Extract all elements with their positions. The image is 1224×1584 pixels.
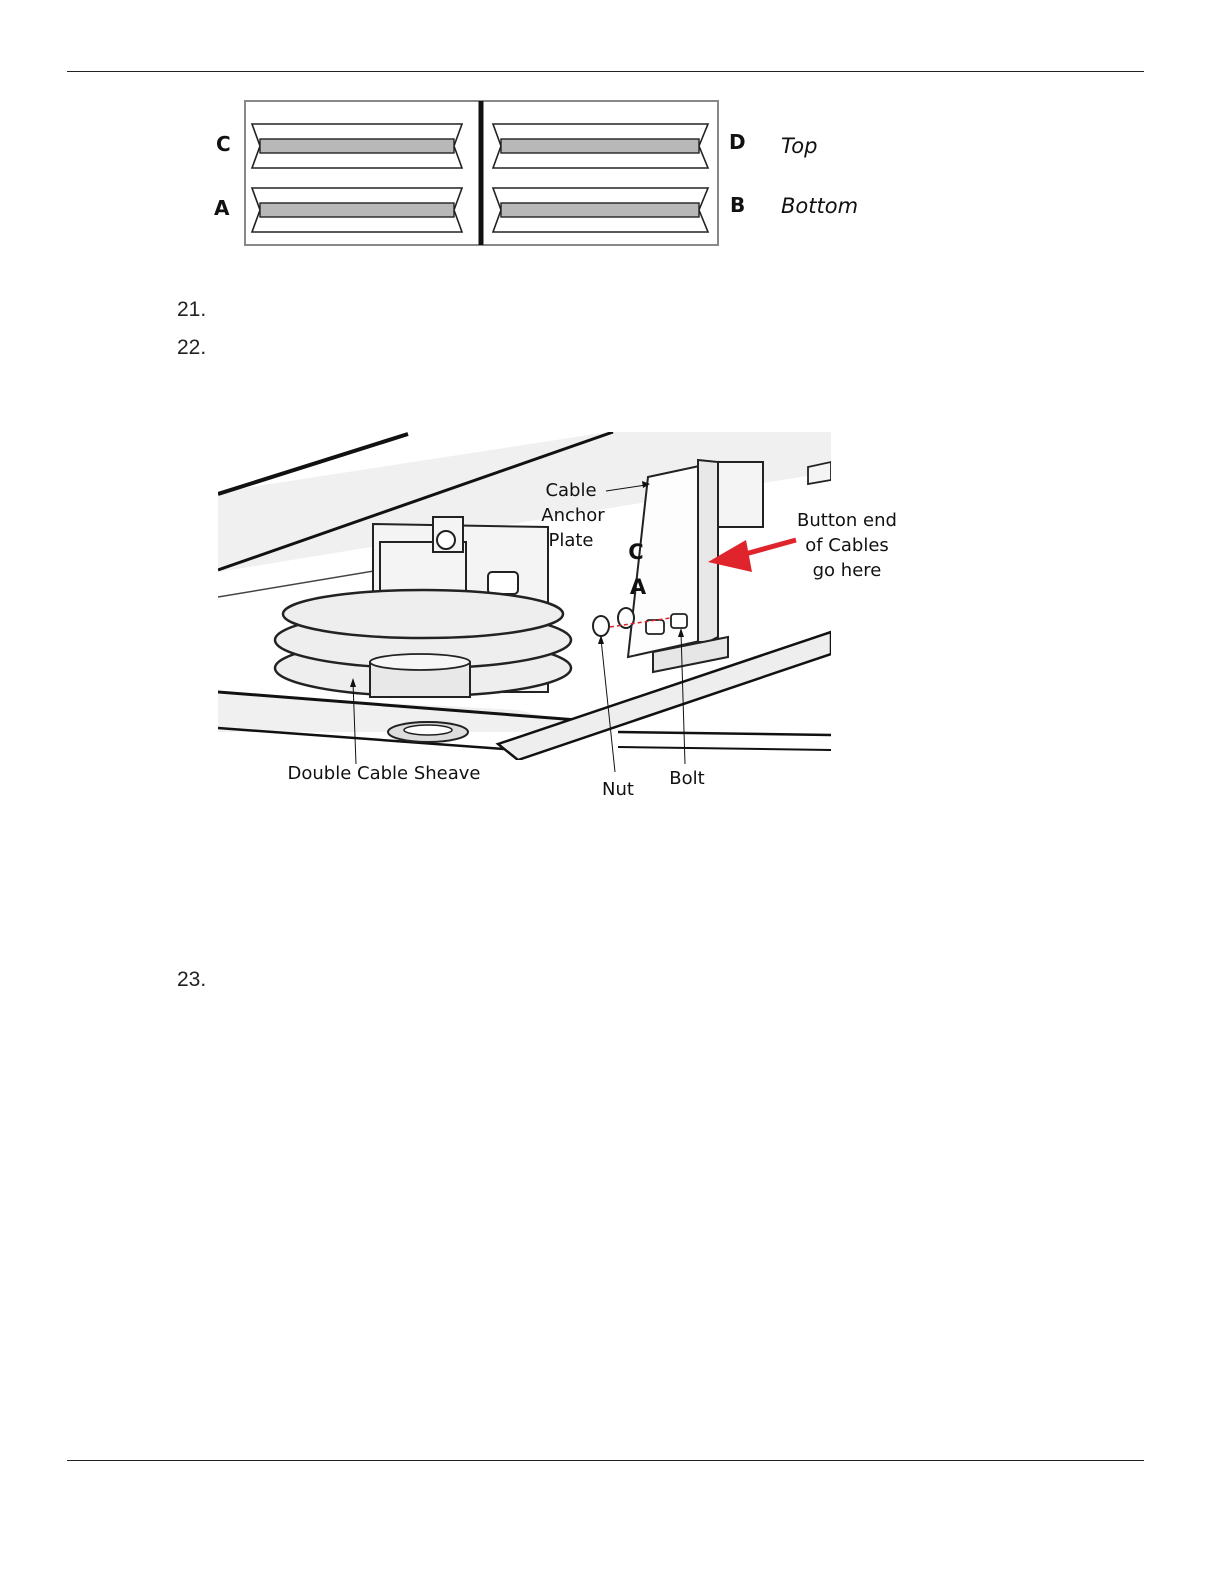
label-a: A bbox=[214, 196, 230, 220]
cable-anchor-plate-label-2: Anchor bbox=[541, 505, 605, 526]
sheave-groove-d bbox=[493, 124, 708, 168]
cable-anchor-plate-label-3: Plate bbox=[548, 530, 594, 551]
cable-anchor-figure bbox=[218, 432, 898, 802]
double-cable-sheave-label: Double Cable Sheave bbox=[287, 763, 481, 784]
button-end-label-3: go here bbox=[812, 560, 882, 581]
label-b: B bbox=[730, 193, 746, 217]
figure-letter-a: A bbox=[629, 575, 647, 599]
label-c: C bbox=[216, 132, 231, 156]
label-d: D bbox=[729, 130, 746, 154]
step-number-22: 22. bbox=[177, 336, 207, 359]
cable-anchor-plate-label-1: Cable bbox=[545, 480, 597, 501]
sheave-groove-b bbox=[493, 188, 708, 232]
footer-rule bbox=[67, 1460, 1144, 1461]
sheave-groove-c bbox=[252, 124, 462, 168]
button-end-label-1: Button end bbox=[797, 510, 897, 531]
label-top: Top bbox=[781, 134, 818, 158]
step-number-21: 21. bbox=[177, 298, 207, 321]
figure-letter-c: C bbox=[628, 540, 644, 564]
button-end-label-2: of Cables bbox=[805, 535, 889, 556]
step-number-23: 23. bbox=[177, 968, 207, 991]
label-bottom: Bottom bbox=[781, 194, 859, 218]
header-rule bbox=[67, 71, 1144, 72]
illustration-art bbox=[218, 432, 831, 760]
nut-label: Nut bbox=[602, 779, 634, 800]
bolt-label: Bolt bbox=[669, 768, 705, 789]
cable-position-diagram bbox=[200, 95, 880, 255]
sheave-groove-a bbox=[252, 188, 462, 232]
